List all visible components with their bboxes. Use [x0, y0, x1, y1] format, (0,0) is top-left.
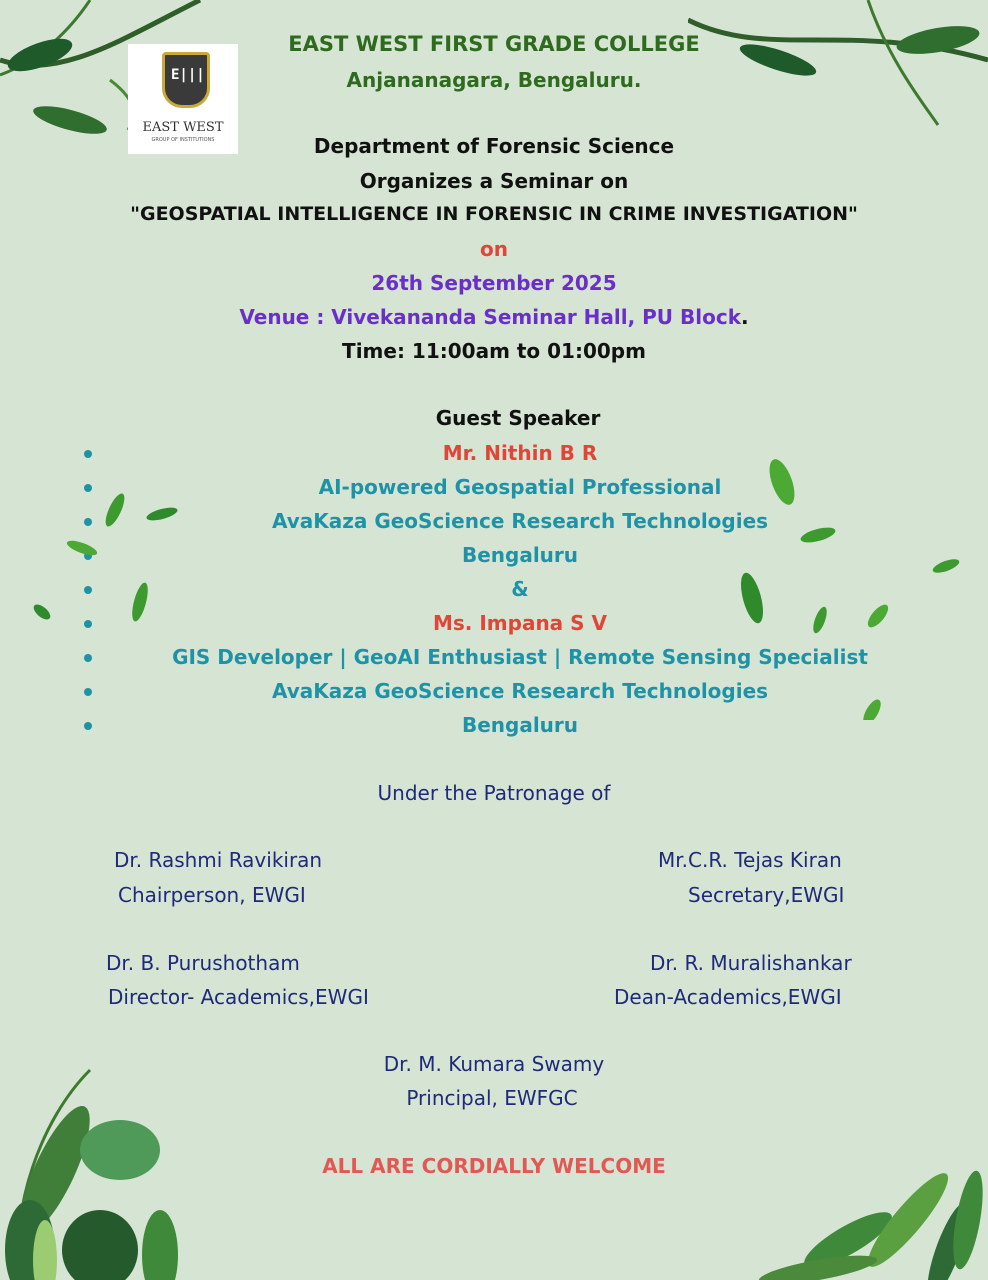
patronage-heading: Under the Patronage of	[377, 781, 611, 805]
logo-mark: E|||	[171, 67, 205, 83]
logo-subtext: GROUP OF INSTITUTIONS	[151, 137, 215, 143]
tropical-leaves-decoration-bottom-left	[0, 1060, 200, 1280]
logo-text: EAST WEST	[142, 120, 224, 135]
guest-line: AvaKaza GeoScience Research Technologies	[271, 509, 769, 533]
scattered-leaves-decoration	[0, 420, 988, 720]
welcome-text: ALL ARE CORDIALLY WELCOME	[322, 1154, 666, 1178]
guest-line: Mr. Nithin B R	[442, 441, 598, 465]
patron-role: Principal, EWFGC	[406, 1086, 578, 1110]
patron-name: Mr.C.R. Tejas Kiran	[658, 848, 842, 872]
event-time: Time: 11:00am to 01:00pm	[342, 339, 646, 363]
on-text: on	[480, 237, 508, 261]
patron-role: Chairperson, EWGI	[118, 883, 306, 907]
venue-text: Venue : Vivekananda Seminar Hall, PU Block	[239, 305, 742, 329]
patron-name: Dr. B. Purushotham	[106, 951, 300, 975]
organizes-line: Organizes a Seminar on	[359, 169, 629, 193]
seminar-title: "GEOSPATIAL INTELLIGENCE IN FORENSIC IN CRIME INVESTIGATION"	[130, 203, 858, 225]
guest-line: AvaKaza GeoScience Research Technologies	[271, 679, 769, 703]
guest-line: &	[511, 577, 529, 601]
patron-role: Secretary,EWGI	[688, 883, 845, 907]
patron-role: Dean-Academics,EWGI	[614, 985, 842, 1009]
guest-line: Bengaluru	[461, 543, 579, 567]
venue-period: .	[741, 305, 749, 329]
college-name: EAST WEST FIRST GRADE COLLEGE	[288, 32, 700, 56]
guest-line: Bengaluru	[461, 713, 579, 737]
patron-name: Dr. M. Kumara Swamy	[383, 1052, 605, 1076]
guest-speaker-heading: Guest Speaker	[435, 406, 601, 430]
leaves-decoration-bottom-right	[758, 1160, 988, 1280]
event-date: 26th September 2025	[371, 271, 617, 295]
patron-name: Dr. R. Muralishankar	[650, 951, 852, 975]
patron-role: Director- Academics,EWGI	[108, 985, 369, 1009]
department-line: Department of Forensic Science	[313, 134, 675, 158]
guest-line: GIS Developer | GeoAI Enthusiast | Remote Sensing Specialist	[172, 645, 868, 669]
venue-line	[0, 305, 988, 329]
guest-line: Ms. Impana S V	[432, 611, 607, 635]
guest-line: AI-powered Geospatial Professional	[318, 475, 722, 499]
college-location: Anjananagara, Bengaluru.	[346, 68, 642, 92]
patron-name: Dr. Rashmi Ravikiran	[114, 848, 323, 872]
